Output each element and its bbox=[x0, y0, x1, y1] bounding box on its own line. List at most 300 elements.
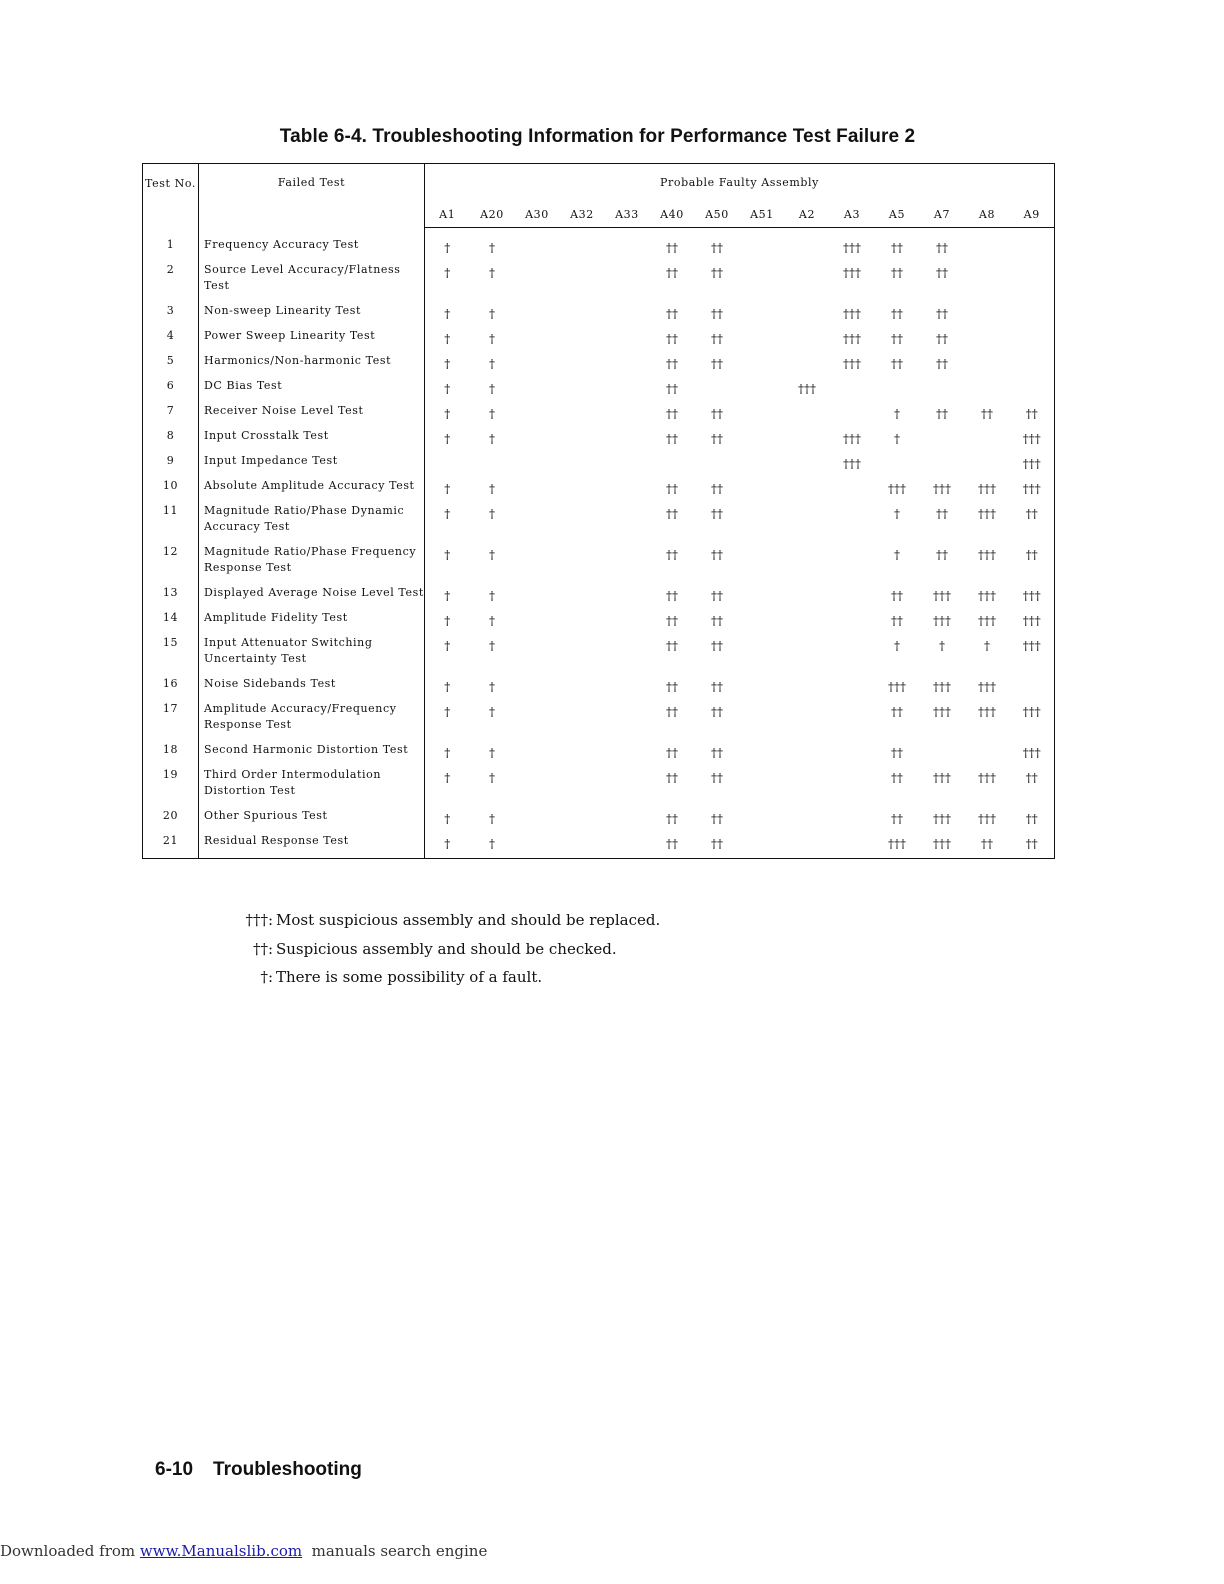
table-row bbox=[143, 635, 1055, 676]
failed-test-name: Input Crosstalk Test bbox=[199, 428, 425, 453]
fault-mark bbox=[785, 303, 830, 328]
fault-mark bbox=[605, 635, 650, 676]
header-assembly-a9: A9 bbox=[1010, 202, 1055, 228]
fault-mark: † bbox=[939, 638, 945, 653]
table-row bbox=[143, 544, 1055, 585]
test-number: 19 bbox=[143, 767, 199, 808]
fault-mark bbox=[740, 378, 785, 403]
fault-mark: †† bbox=[666, 745, 678, 760]
failed-test-name: Magnitude Ratio/Phase Dynamic Accuracy Test bbox=[199, 503, 425, 544]
fault-mark bbox=[740, 353, 785, 378]
fault-mark bbox=[740, 428, 785, 453]
fault-mark bbox=[1010, 353, 1055, 378]
fault-mark bbox=[605, 403, 650, 428]
troubleshooting-table bbox=[142, 163, 1055, 859]
fault-mark bbox=[560, 478, 605, 503]
fault-mark bbox=[605, 228, 650, 262]
fault-mark: †† bbox=[666, 836, 678, 851]
fault-mark bbox=[605, 767, 650, 808]
fault-mark: † bbox=[489, 356, 495, 371]
fault-mark: † bbox=[489, 306, 495, 321]
fault-mark bbox=[875, 378, 920, 403]
fault-mark: †† bbox=[666, 331, 678, 346]
fault-mark bbox=[830, 544, 875, 585]
failed-test-name: Source Level Accuracy/Flatness Test bbox=[199, 262, 425, 303]
fault-mark: ††† bbox=[978, 506, 996, 521]
test-number: 15 bbox=[143, 635, 199, 676]
fault-mark: †† bbox=[711, 265, 723, 280]
fault-mark: ††† bbox=[798, 381, 816, 396]
legend bbox=[236, 906, 660, 992]
fault-mark bbox=[920, 453, 965, 478]
fault-mark bbox=[605, 585, 650, 610]
fault-mark: ††† bbox=[843, 356, 861, 371]
fault-mark: †† bbox=[891, 704, 903, 719]
test-number: 1 bbox=[143, 228, 199, 262]
fault-mark bbox=[560, 403, 605, 428]
fault-mark bbox=[560, 303, 605, 328]
fault-mark: †† bbox=[891, 588, 903, 603]
fault-mark bbox=[515, 701, 560, 742]
fault-mark bbox=[605, 503, 650, 544]
table-row bbox=[143, 303, 1055, 328]
fault-mark: ††† bbox=[933, 811, 951, 826]
fault-mark: † bbox=[489, 811, 495, 826]
failed-test-name: Third Order Intermodulation Distortion Test bbox=[199, 767, 425, 808]
fault-mark: ††† bbox=[1022, 613, 1041, 628]
fault-mark: † bbox=[489, 506, 495, 521]
fault-mark bbox=[560, 544, 605, 585]
fault-mark bbox=[785, 403, 830, 428]
fault-mark bbox=[785, 228, 830, 262]
table-row bbox=[143, 378, 1055, 403]
fault-mark bbox=[965, 303, 1010, 328]
table-row bbox=[143, 353, 1055, 378]
fault-mark bbox=[560, 701, 605, 742]
header-assembly-a8: A8 bbox=[965, 202, 1010, 228]
fault-mark bbox=[605, 742, 650, 767]
fault-mark: † bbox=[489, 770, 495, 785]
fault-mark: † bbox=[489, 679, 495, 694]
fault-mark: ††† bbox=[843, 265, 861, 280]
fault-mark bbox=[560, 228, 605, 262]
fault-mark: †† bbox=[666, 638, 678, 653]
fault-mark: ††† bbox=[978, 613, 996, 628]
fault-mark: ††† bbox=[933, 770, 951, 785]
fault-mark: †† bbox=[891, 331, 903, 346]
fault-mark: † bbox=[489, 547, 495, 562]
table-row bbox=[143, 585, 1055, 610]
fault-mark: †† bbox=[891, 306, 903, 321]
table-row bbox=[143, 228, 1055, 262]
fault-mark bbox=[605, 833, 650, 859]
fault-mark: † bbox=[489, 745, 495, 760]
header-assembly-a5: A5 bbox=[875, 202, 920, 228]
fault-mark: †† bbox=[891, 356, 903, 371]
failed-test-name: DC Bias Test bbox=[199, 378, 425, 403]
fault-mark bbox=[605, 701, 650, 742]
fault-mark bbox=[560, 428, 605, 453]
fault-mark: †† bbox=[936, 506, 948, 521]
fault-mark bbox=[830, 403, 875, 428]
fault-mark bbox=[740, 262, 785, 303]
fault-mark bbox=[830, 585, 875, 610]
fault-mark bbox=[740, 701, 785, 742]
fault-mark bbox=[830, 833, 875, 859]
fault-mark bbox=[1010, 262, 1055, 303]
fault-mark: †† bbox=[666, 306, 678, 321]
fault-mark bbox=[560, 610, 605, 635]
fault-mark bbox=[785, 767, 830, 808]
fault-mark bbox=[560, 767, 605, 808]
fault-mark bbox=[605, 428, 650, 453]
fault-mark bbox=[560, 635, 605, 676]
fault-mark bbox=[515, 428, 560, 453]
table-title: Table 6-4. Troubleshooting Information for Performance Test Failure 2 bbox=[279, 126, 916, 147]
fault-mark bbox=[920, 428, 965, 453]
fault-mark: †† bbox=[666, 406, 678, 421]
header-assembly-a3: A3 bbox=[830, 202, 875, 228]
fault-mark: †† bbox=[711, 588, 723, 603]
fault-mark bbox=[605, 453, 650, 478]
fault-mark bbox=[560, 585, 605, 610]
table-row bbox=[143, 503, 1055, 544]
fault-mark bbox=[785, 610, 830, 635]
failed-test-name: Input Attenuator Switching Uncertainty Test bbox=[199, 635, 425, 676]
fault-mark: † bbox=[489, 406, 495, 421]
failed-test-name: Noise Sidebands Test bbox=[199, 676, 425, 701]
header-probable-faulty-assembly: Probable Faulty Assembly bbox=[660, 176, 819, 189]
fault-mark bbox=[830, 478, 875, 503]
fault-mark bbox=[965, 262, 1010, 303]
failed-test-name: Absolute Amplitude Accuracy Test bbox=[199, 478, 425, 503]
fault-mark: †† bbox=[936, 306, 948, 321]
test-number: 9 bbox=[143, 453, 199, 478]
fault-mark: †† bbox=[666, 679, 678, 694]
fault-mark: † bbox=[444, 770, 451, 785]
fault-mark: †† bbox=[711, 836, 723, 851]
test-number: 20 bbox=[143, 808, 199, 833]
fault-mark bbox=[740, 544, 785, 585]
fault-mark: † bbox=[444, 306, 451, 321]
fault-mark: ††† bbox=[978, 588, 996, 603]
table-row bbox=[143, 676, 1055, 701]
test-number: 17 bbox=[143, 701, 199, 742]
table-row bbox=[143, 403, 1055, 428]
fault-mark bbox=[560, 262, 605, 303]
fault-mark bbox=[515, 808, 560, 833]
table-row bbox=[143, 767, 1055, 808]
fault-mark bbox=[740, 808, 785, 833]
fault-mark bbox=[515, 353, 560, 378]
fault-mark: † bbox=[444, 679, 451, 694]
test-number: 18 bbox=[143, 742, 199, 767]
fault-mark: ††† bbox=[933, 613, 951, 628]
fault-mark: † bbox=[444, 588, 451, 603]
fault-mark: ††† bbox=[843, 306, 861, 321]
fault-mark bbox=[560, 328, 605, 353]
fault-mark bbox=[830, 701, 875, 742]
fault-mark bbox=[470, 453, 515, 478]
fault-mark bbox=[785, 742, 830, 767]
fault-mark: †† bbox=[711, 770, 723, 785]
fault-mark bbox=[920, 378, 965, 403]
test-number: 8 bbox=[143, 428, 199, 453]
fault-mark bbox=[740, 453, 785, 478]
fault-mark bbox=[515, 635, 560, 676]
fault-mark bbox=[965, 453, 1010, 478]
fault-mark: †† bbox=[666, 704, 678, 719]
fault-mark: †† bbox=[666, 811, 678, 826]
fault-mark: † bbox=[894, 406, 900, 421]
fault-mark bbox=[740, 328, 785, 353]
fault-mark: †† bbox=[666, 431, 678, 446]
failed-test-name: Power Sweep Linearity Test bbox=[199, 328, 425, 353]
fault-mark bbox=[425, 453, 470, 478]
fault-mark bbox=[605, 478, 650, 503]
fault-mark bbox=[830, 808, 875, 833]
fault-mark bbox=[830, 503, 875, 544]
fault-mark: ††† bbox=[888, 481, 906, 496]
fault-mark bbox=[560, 453, 605, 478]
fault-mark: †† bbox=[666, 547, 678, 562]
header-assembly-a2: A2 bbox=[785, 202, 830, 228]
page-number: 6-10 bbox=[155, 1459, 194, 1480]
fault-mark: ††† bbox=[888, 679, 906, 694]
fault-mark: †† bbox=[981, 406, 993, 421]
test-number: 4 bbox=[143, 328, 199, 353]
fault-mark: † bbox=[489, 588, 495, 603]
fault-mark bbox=[785, 585, 830, 610]
fault-mark: ††† bbox=[978, 547, 996, 562]
fault-mark bbox=[740, 478, 785, 503]
manualslib-link[interactable]: www.Manualslib.com bbox=[139, 1542, 303, 1560]
fault-mark: †† bbox=[711, 306, 723, 321]
fault-mark bbox=[605, 610, 650, 635]
fault-mark bbox=[650, 453, 695, 478]
fault-mark: †† bbox=[936, 331, 948, 346]
table-row bbox=[143, 610, 1055, 635]
fault-mark bbox=[515, 378, 560, 403]
fault-mark bbox=[515, 585, 560, 610]
fault-mark bbox=[605, 303, 650, 328]
test-number: 7 bbox=[143, 403, 199, 428]
fault-mark bbox=[605, 808, 650, 833]
test-number: 11 bbox=[143, 503, 199, 544]
test-number: 12 bbox=[143, 544, 199, 585]
fault-mark bbox=[515, 403, 560, 428]
fault-mark: ††† bbox=[933, 704, 951, 719]
fault-mark bbox=[560, 503, 605, 544]
fault-mark: ††† bbox=[843, 456, 861, 471]
fault-mark: †† bbox=[711, 547, 723, 562]
fault-mark bbox=[515, 262, 560, 303]
fault-mark bbox=[785, 353, 830, 378]
fault-mark bbox=[605, 353, 650, 378]
fault-mark bbox=[515, 453, 560, 478]
fault-mark bbox=[740, 303, 785, 328]
legend-symbol: †††: bbox=[245, 911, 273, 929]
fault-mark: ††† bbox=[933, 679, 951, 694]
fault-mark bbox=[785, 635, 830, 676]
header-assembly-a33: A33 bbox=[605, 202, 650, 228]
fault-mark bbox=[830, 767, 875, 808]
fault-mark: ††† bbox=[1022, 456, 1041, 471]
fault-mark bbox=[560, 742, 605, 767]
fault-mark bbox=[965, 378, 1010, 403]
fault-mark: † bbox=[444, 381, 451, 396]
test-number: 13 bbox=[143, 585, 199, 610]
fault-mark: †† bbox=[666, 770, 678, 785]
fault-mark: † bbox=[894, 547, 900, 562]
failed-test-name: Displayed Average Noise Level Test bbox=[199, 585, 425, 610]
fault-mark: †† bbox=[936, 406, 948, 421]
fault-mark bbox=[740, 635, 785, 676]
fault-mark bbox=[515, 767, 560, 808]
fault-mark bbox=[515, 228, 560, 262]
fault-mark bbox=[605, 262, 650, 303]
legend-item bbox=[236, 906, 660, 935]
legend-text: Suspicious assembly and should be checked. bbox=[276, 939, 617, 958]
fault-mark bbox=[740, 676, 785, 701]
fault-mark bbox=[965, 428, 1010, 453]
header-assembly-a50: A50 bbox=[695, 202, 740, 228]
legend-item bbox=[236, 935, 660, 964]
fault-mark: † bbox=[444, 811, 451, 826]
test-number: 3 bbox=[143, 303, 199, 328]
fault-mark: ††† bbox=[933, 836, 951, 851]
fault-mark bbox=[560, 676, 605, 701]
failed-test-name: Harmonics/Non-harmonic Test bbox=[199, 353, 425, 378]
legend-symbol: ††: bbox=[252, 939, 273, 958]
fault-mark bbox=[1010, 328, 1055, 353]
fault-mark: ††† bbox=[843, 241, 861, 255]
fault-mark: †† bbox=[891, 811, 903, 826]
fault-mark: † bbox=[489, 481, 495, 496]
fault-mark bbox=[515, 610, 560, 635]
fault-mark: †† bbox=[666, 481, 678, 496]
failed-test-name: Amplitude Fidelity Test bbox=[199, 610, 425, 635]
page-footer bbox=[155, 1459, 362, 1481]
fault-mark bbox=[785, 833, 830, 859]
fault-mark: † bbox=[894, 506, 900, 521]
fault-mark: †† bbox=[666, 381, 678, 396]
fault-mark: ††† bbox=[978, 704, 996, 719]
fault-mark: † bbox=[489, 331, 495, 346]
fault-mark: †† bbox=[711, 356, 723, 371]
header-assembly-a40: A40 bbox=[650, 202, 695, 228]
fault-mark: †† bbox=[1025, 811, 1038, 826]
fault-mark: ††† bbox=[978, 481, 996, 496]
header-failed-test: Failed Test bbox=[199, 164, 425, 228]
header-test-no: Test No. bbox=[143, 164, 199, 228]
fault-mark: †† bbox=[711, 506, 723, 521]
fault-mark bbox=[1010, 378, 1055, 403]
fault-mark: †† bbox=[711, 406, 723, 421]
fault-mark: † bbox=[489, 613, 495, 628]
fault-mark bbox=[560, 353, 605, 378]
fault-mark bbox=[785, 676, 830, 701]
test-number: 6 bbox=[143, 378, 199, 403]
fault-mark: †† bbox=[1025, 836, 1038, 851]
fault-mark: †† bbox=[711, 638, 723, 653]
fault-mark bbox=[695, 378, 740, 403]
fault-mark bbox=[515, 303, 560, 328]
fault-mark: †† bbox=[711, 331, 723, 346]
fault-mark: † bbox=[444, 431, 451, 446]
fault-mark: †† bbox=[666, 356, 678, 371]
fault-mark: ††† bbox=[1022, 638, 1041, 653]
fault-mark: †† bbox=[936, 547, 948, 562]
fault-mark bbox=[830, 378, 875, 403]
fault-mark: † bbox=[444, 745, 451, 760]
test-number: 21 bbox=[143, 833, 199, 859]
fault-mark: † bbox=[444, 704, 451, 719]
table-row bbox=[143, 478, 1055, 503]
fault-mark: † bbox=[489, 381, 495, 396]
legend-text: There is some possibility of a fault. bbox=[276, 968, 543, 986]
test-number: 5 bbox=[143, 353, 199, 378]
fault-mark bbox=[740, 767, 785, 808]
fault-mark: †† bbox=[711, 481, 723, 496]
download-notice bbox=[0, 1542, 487, 1560]
fault-mark bbox=[965, 228, 1010, 262]
fault-mark bbox=[515, 478, 560, 503]
fault-mark bbox=[515, 676, 560, 701]
fault-mark bbox=[740, 585, 785, 610]
fault-mark bbox=[830, 676, 875, 701]
legend-item bbox=[236, 963, 660, 992]
fault-mark bbox=[740, 403, 785, 428]
fault-mark: ††† bbox=[933, 588, 951, 603]
failed-test-name: Magnitude Ratio/Phase Frequency Response Test bbox=[199, 544, 425, 585]
fault-mark: ††† bbox=[843, 331, 861, 346]
fault-mark: † bbox=[444, 406, 451, 421]
table-row bbox=[143, 742, 1055, 767]
fault-mark: † bbox=[489, 265, 495, 280]
test-number: 10 bbox=[143, 478, 199, 503]
fault-mark bbox=[1010, 228, 1055, 262]
fault-mark: †† bbox=[891, 745, 903, 760]
fault-mark bbox=[560, 833, 605, 859]
fault-mark: †† bbox=[891, 241, 903, 255]
fault-mark: ††† bbox=[1022, 481, 1041, 496]
fault-mark bbox=[785, 328, 830, 353]
fault-mark bbox=[1010, 303, 1055, 328]
failed-test-name: Amplitude Accuracy/Frequency Response Test bbox=[199, 701, 425, 742]
table-row bbox=[143, 453, 1055, 478]
fault-mark bbox=[515, 742, 560, 767]
fault-mark: † bbox=[444, 331, 451, 346]
test-number: 16 bbox=[143, 676, 199, 701]
fault-mark bbox=[740, 833, 785, 859]
fault-mark bbox=[785, 808, 830, 833]
failed-test-name: Residual Response Test bbox=[199, 833, 425, 859]
fault-mark bbox=[965, 328, 1010, 353]
fault-mark: †† bbox=[711, 613, 723, 628]
test-number: 2 bbox=[143, 262, 199, 303]
fault-mark: † bbox=[444, 265, 451, 280]
fault-mark bbox=[695, 453, 740, 478]
fault-mark: †† bbox=[891, 265, 903, 280]
fault-mark: †† bbox=[1025, 406, 1038, 421]
download-suffix: manuals search engine bbox=[302, 1542, 488, 1560]
fault-mark bbox=[785, 478, 830, 503]
fault-mark: ††† bbox=[1022, 704, 1041, 719]
fault-mark bbox=[875, 453, 920, 478]
fault-mark bbox=[740, 610, 785, 635]
fault-mark bbox=[830, 610, 875, 635]
